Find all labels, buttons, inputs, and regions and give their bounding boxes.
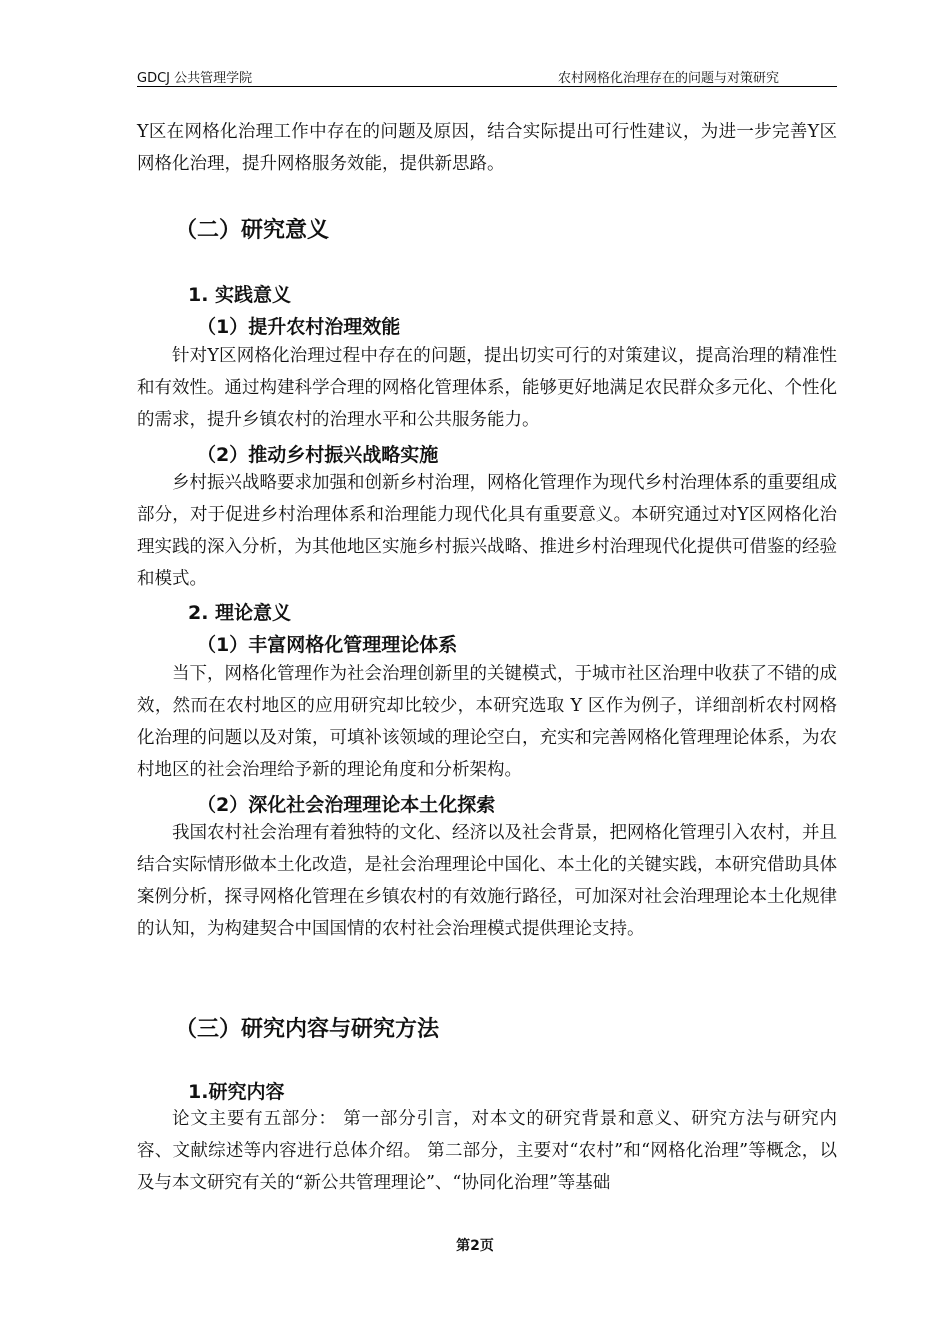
intro-paragraph: Y区在网格化治理工作中存在的问题及原因，结合实际提出可行性建议，为进一步完善Y区网格化治理，提升网格服务效能，提供新思路。 — [137, 122, 837, 174]
theoretical-sub2-text: 我国农村社会治理有着独特的文化、经济以及社会背景，把网格化管理引入农村，并且结合实际情形做本土化改造，是社会治理理论中国化、本土化的关键实践，本研究借助具体案例分析，探寻网格化管理在乡镇农村的有效施行路径，可加深对社会治理理论本土化规律的认知，为构建契合中国国情的农村社会治理模式提供理论支持。 — [137, 823, 837, 939]
practical-sub2-text: 乡村振兴战略要求加强和创新乡村治理，网格化管理作为现代乡村治理体系的重要组成部分，对于促进乡村治理体系和治理能力现代化具有重要意义。本研究通过对Y区网格化治理实践的深入分析，为其他地区实施乡村振兴战略、推进乡村治理现代化提供可借鉴的经验和模式。 — [137, 473, 837, 589]
theoretical-sub2-title: （2）深化社会治理理论本土化探索 — [197, 794, 496, 816]
theoretical-sub1-title: （1）丰富网格化管理理论体系 — [197, 634, 458, 656]
practical-sub2-title: （2）推动乡村振兴战略实施 — [197, 444, 439, 466]
theoretical-sub1-text: 当下，网格化管理作为社会治理创新里的关键模式，于城市社区治理中收获了不错的成效，然而在农村地区的应用研究却比较少，本研究选取 Y 区作为例子，详细剖析农村网格化治理的问题以及对策，可填补该领域的理论空白，充实和完善网格化管理理论体系，为农村地区的社会治理给予新的理论角度和分析架构。 — [137, 664, 837, 780]
content-title: 1.研究内容 — [188, 1081, 285, 1103]
header-right: 农村网格化治理存在的问题与对策研究 — [557, 71, 779, 86]
practical-sub1-text: 针对Y区网格化治理过程中存在的问题，提出切实可行的对策建议，提高治理的精准性和有效性。通过构建科学合理的网格化管理体系，能够更好地满足农民群众多元化、个性化的需求，提升乡镇农村的治理水平和公共服务能力。 — [137, 346, 837, 430]
content-text: 论文主要有五部分： 第一部分引言，对本文的研究背景和意义、研究方法与研究内容、文献综述等内容进行总体介绍。 第二部分，主要对“农村”和“网格化治理”等概念，以及与本文研究有关的“新公共管理理论”、“协同化治理”等基础 — [137, 1109, 837, 1193]
section2-title: （二）研究意义 — [175, 218, 330, 243]
practical-sub1-title: （1）提升农村治理效能 — [197, 316, 401, 338]
page-number: 第2页 — [456, 1238, 494, 1254]
practical-title: 1. 实践意义 — [188, 284, 292, 306]
page-header — [137, 66, 837, 87]
header-left: GDCJ 公共管理学院 — [137, 71, 253, 86]
theoretical-title: 2. 理论意义 — [188, 602, 292, 624]
section3-title: （三）研究内容与研究方法 — [175, 1017, 440, 1042]
